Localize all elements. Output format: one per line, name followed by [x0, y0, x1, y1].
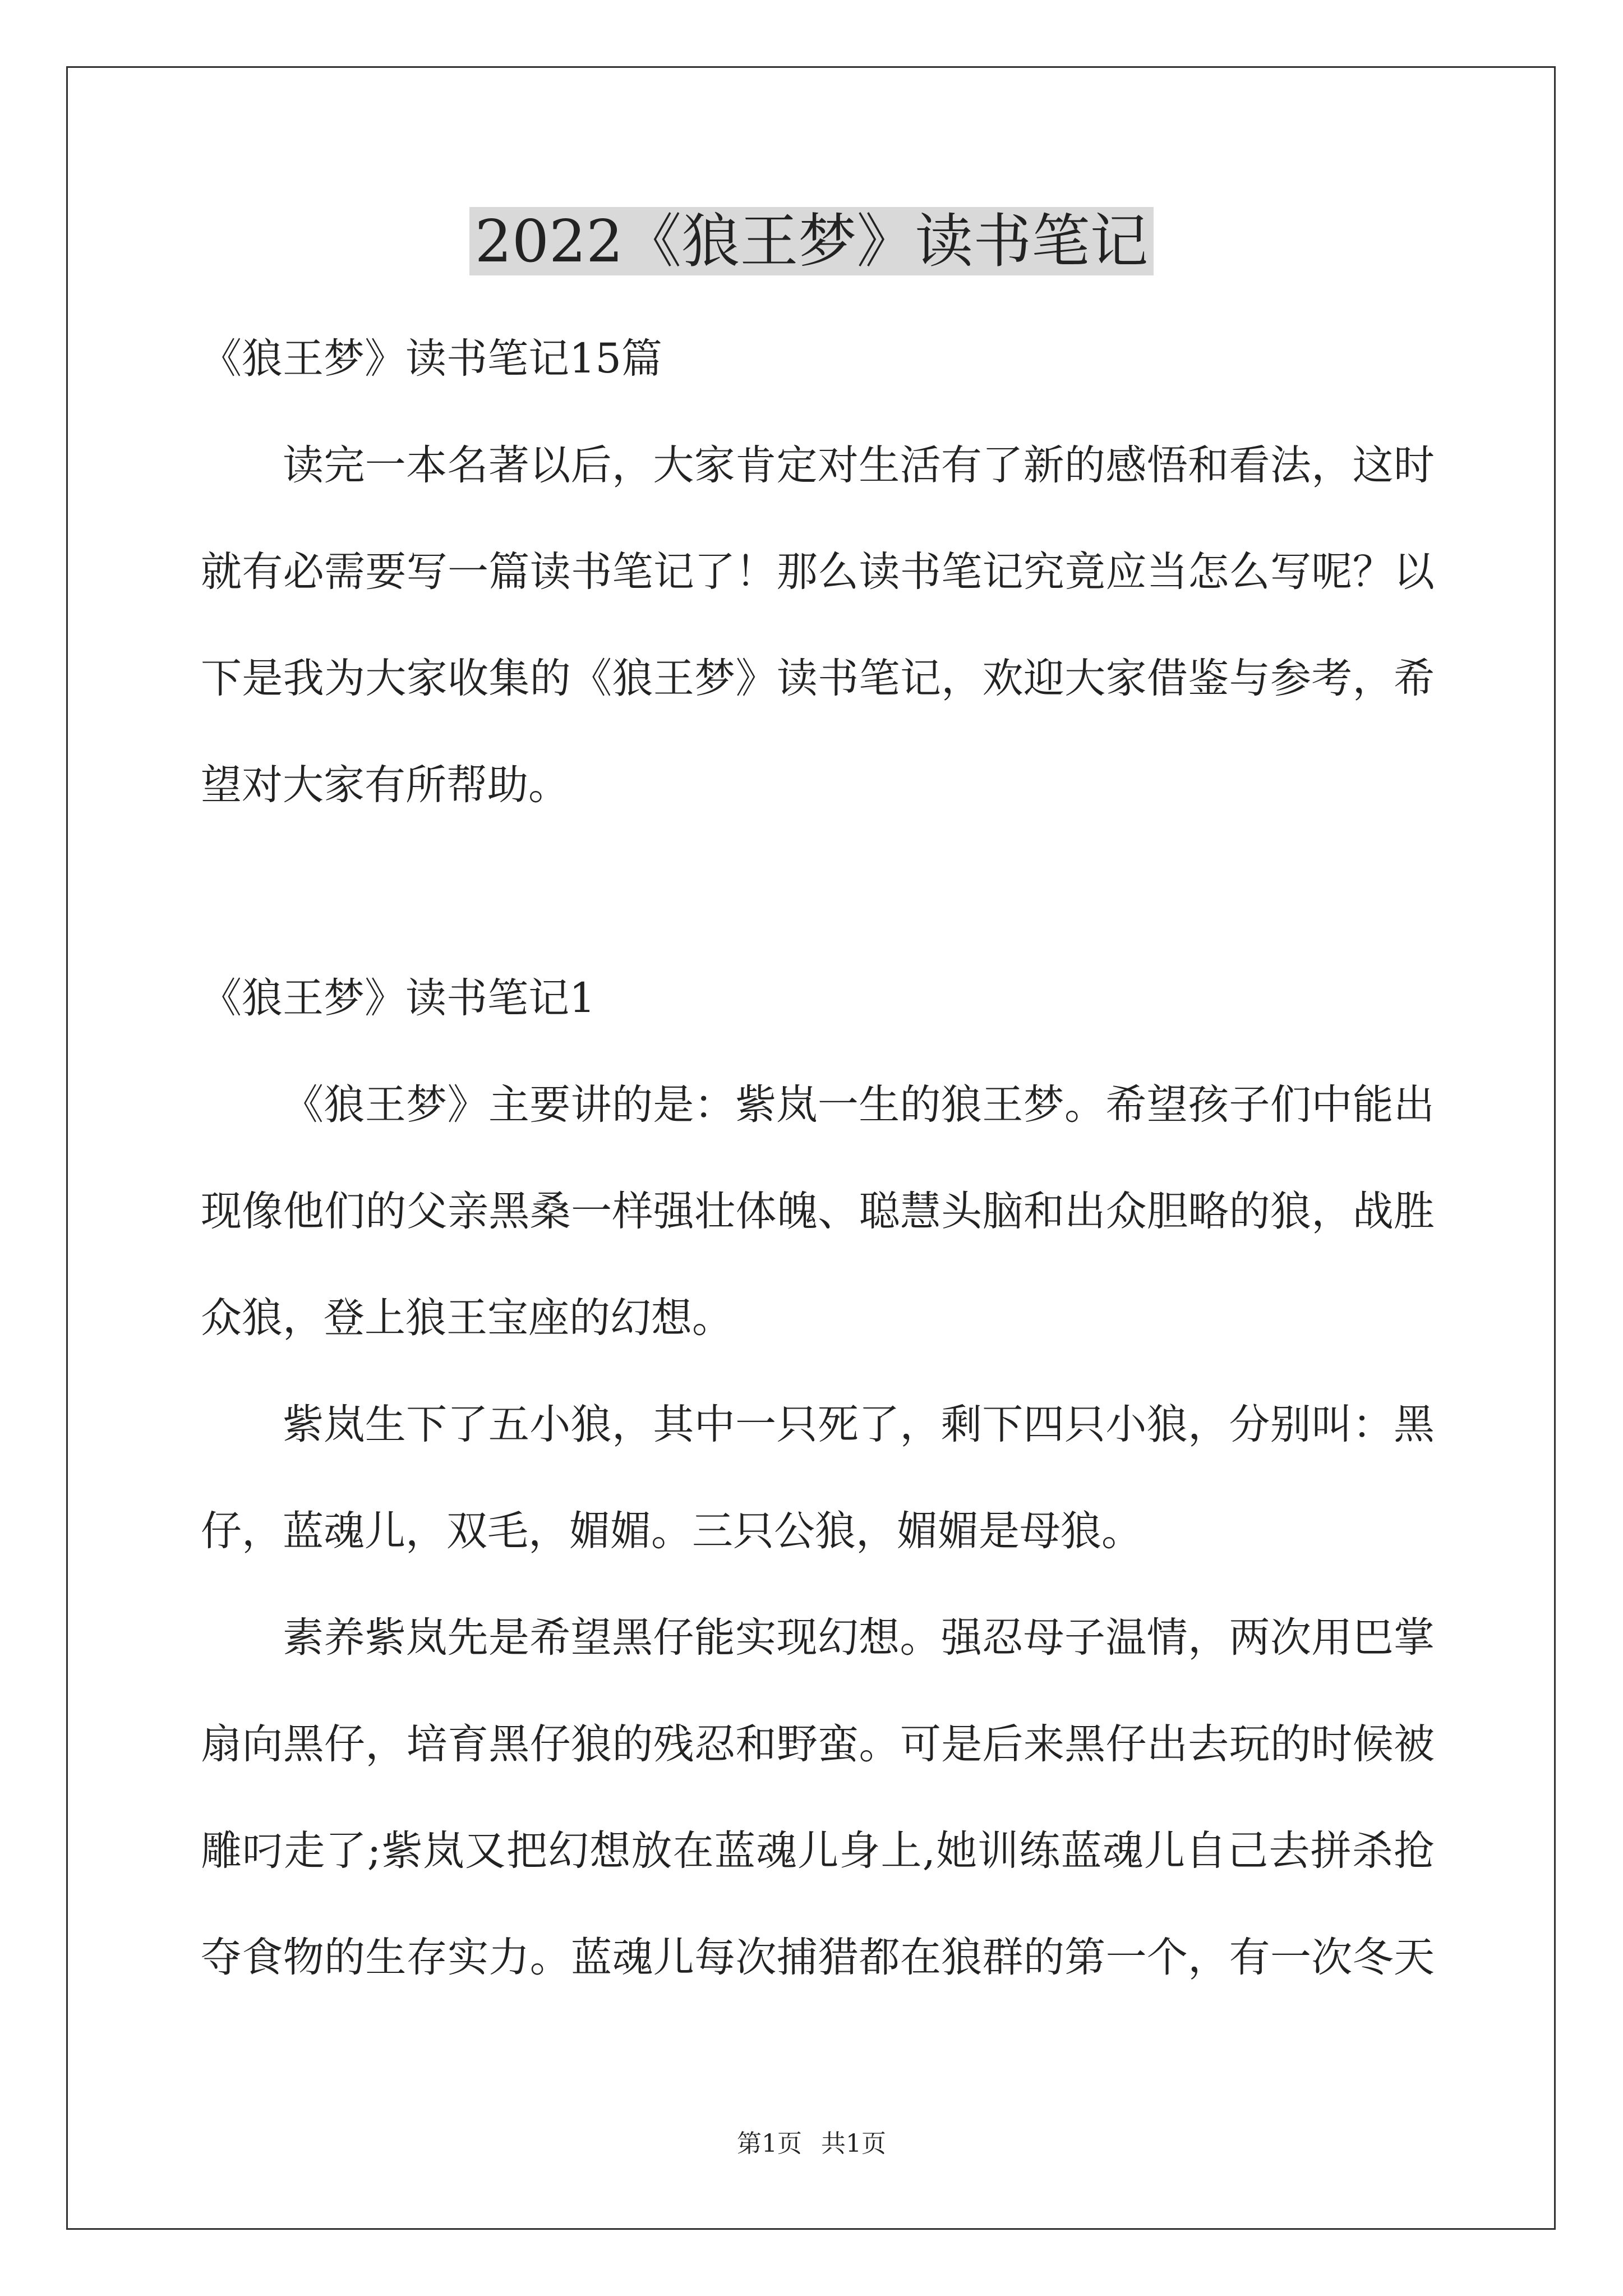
intro-line: 下是我为大家收集的《狼王梦》读书笔记，欢迎大家借鉴与参考，希: [201, 655, 1435, 702]
paragraph-2: [201, 1372, 1435, 1585]
page-total: 共1页: [821, 2129, 886, 2158]
paragraph-line: 《狼王梦》主要讲的是：紫岚一生的狼王梦。希望孩子们中能出: [283, 1081, 1435, 1129]
document-body: [201, 306, 1435, 2011]
paragraph-line: 素养紫岚先是希望黑仔能实现幻想。强忍母子温情，两次用巴掌: [283, 1614, 1435, 1662]
paragraph-line: 现像他们的父亲黑桑一样强壮体魄、聪慧头脑和出众胆略的狼，战胜: [201, 1188, 1435, 1235]
blank-line: [201, 839, 1435, 945]
paragraph-line: 夺食物的生存实力。蓝魂儿每次捕猎都在狼群的第一个，有一次冬天: [201, 1934, 1435, 1981]
paragraph-3: [201, 1585, 1435, 2011]
document-title-container: [0, 199, 1623, 283]
paragraph-line: 仔，蓝魂儿，双毛，媚媚。三只公狼，媚媚是母狼。: [201, 1507, 1142, 1555]
paragraph-line: 扇向黑仔，培育黑仔狼的残忍和野蛮。可是后来黑仔出去玩的时候被: [201, 1720, 1435, 1768]
document-title: 2022《狼王梦》读书笔记: [469, 207, 1154, 275]
document-subtitle: 《狼王梦》读书笔记15篇: [201, 335, 662, 383]
paragraph-line: 雕叼走了;紫岚又把幻想放在蓝魂儿身上,她训练蓝魂儿自己去拼杀抢: [201, 1827, 1435, 1875]
intro-line: 望对大家有所帮助。: [201, 761, 569, 809]
section-heading: 《狼王梦》读书笔记1: [201, 974, 596, 1022]
paragraph-1: [201, 1052, 1435, 1372]
page-number: 第1页: [737, 2129, 802, 2158]
intro-line: 就有必需要写一篇读书笔记了！那么读书笔记究竟应当怎么写呢？以: [201, 548, 1435, 596]
intro-paragraph: [201, 412, 1435, 839]
paragraph-line: 众狼，登上狼王宝座的幻想。: [201, 1294, 733, 1342]
intro-line: 读完一本名著以后，大家肯定对生活有了新的感悟和看法，这时: [283, 441, 1435, 489]
paragraph-line: 紫岚生下了五小狼，其中一只死了，剩下四只小狼，分别叫：黑: [283, 1401, 1435, 1448]
page-footer: [0, 2127, 1623, 2161]
